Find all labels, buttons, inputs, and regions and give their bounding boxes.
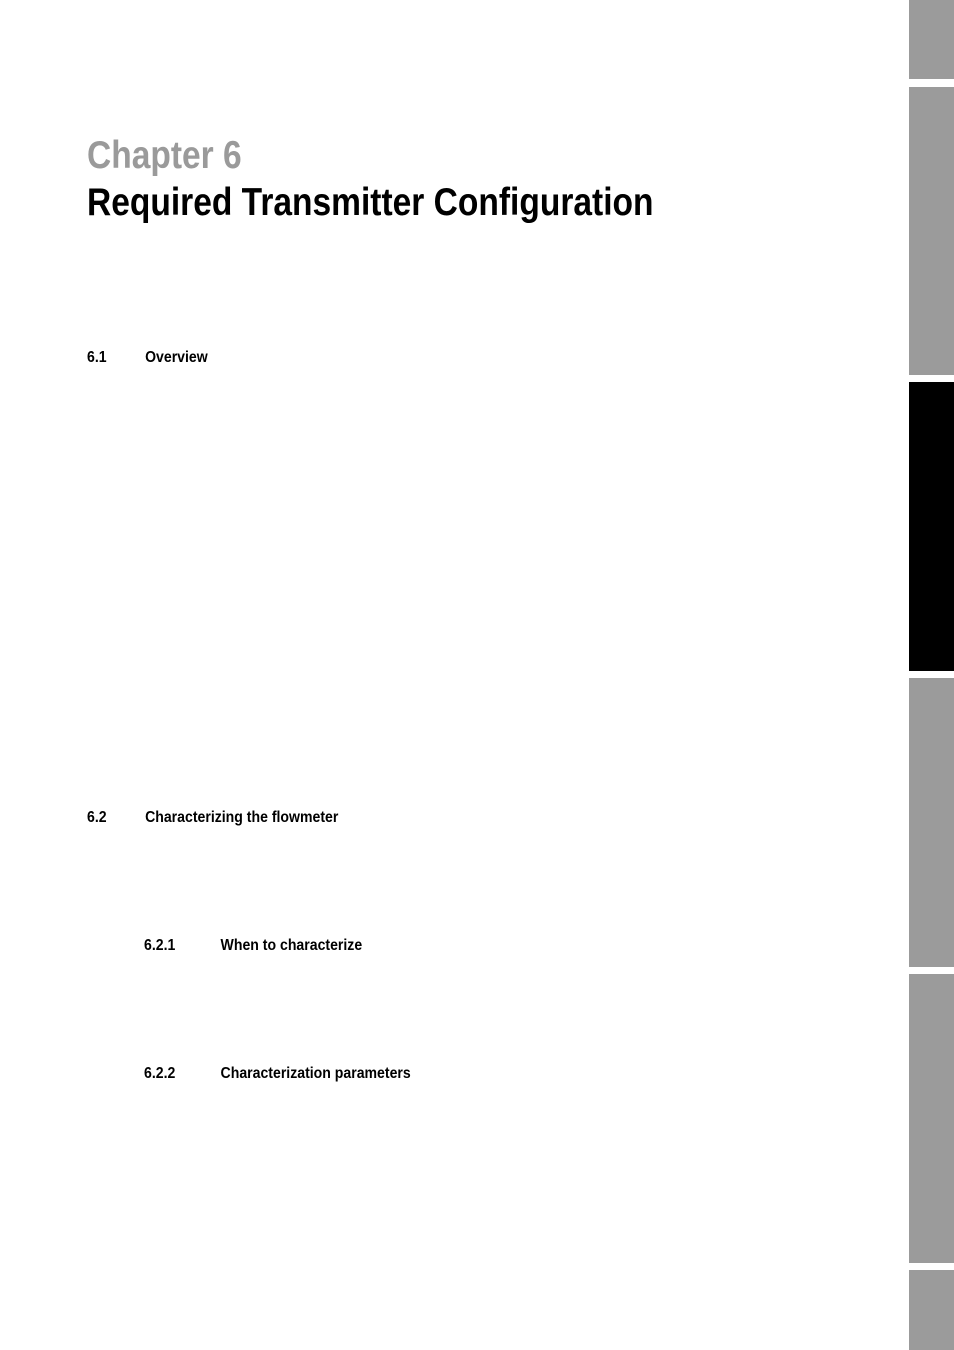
section-number: 6.2.2 <box>144 1065 176 1082</box>
subsection-heading-characterization-parameters <box>144 1064 411 1084</box>
side-tab-5 <box>909 974 954 1263</box>
side-tab-3-active <box>909 382 954 671</box>
section-title: Characterizing the flowmeter <box>145 809 339 826</box>
side-tab-1 <box>909 0 954 79</box>
chapter-label: Chapter 6 <box>87 134 242 177</box>
chapter-title: Required Transmitter Configuration <box>87 181 654 224</box>
section-title: Overview <box>145 349 208 366</box>
section-title: Characterization parameters <box>220 1065 411 1082</box>
side-tab-6 <box>909 1270 954 1350</box>
side-tab-4 <box>909 678 954 967</box>
section-number: 6.1 <box>87 349 107 366</box>
section-heading-overview <box>87 348 208 368</box>
section-number: 6.2.1 <box>144 937 176 954</box>
section-number: 6.2 <box>87 809 107 826</box>
section-heading-characterizing <box>87 808 338 828</box>
section-title: When to characterize <box>220 937 363 954</box>
subsection-heading-when-to-characterize <box>144 936 362 956</box>
side-tab-2 <box>909 87 954 375</box>
